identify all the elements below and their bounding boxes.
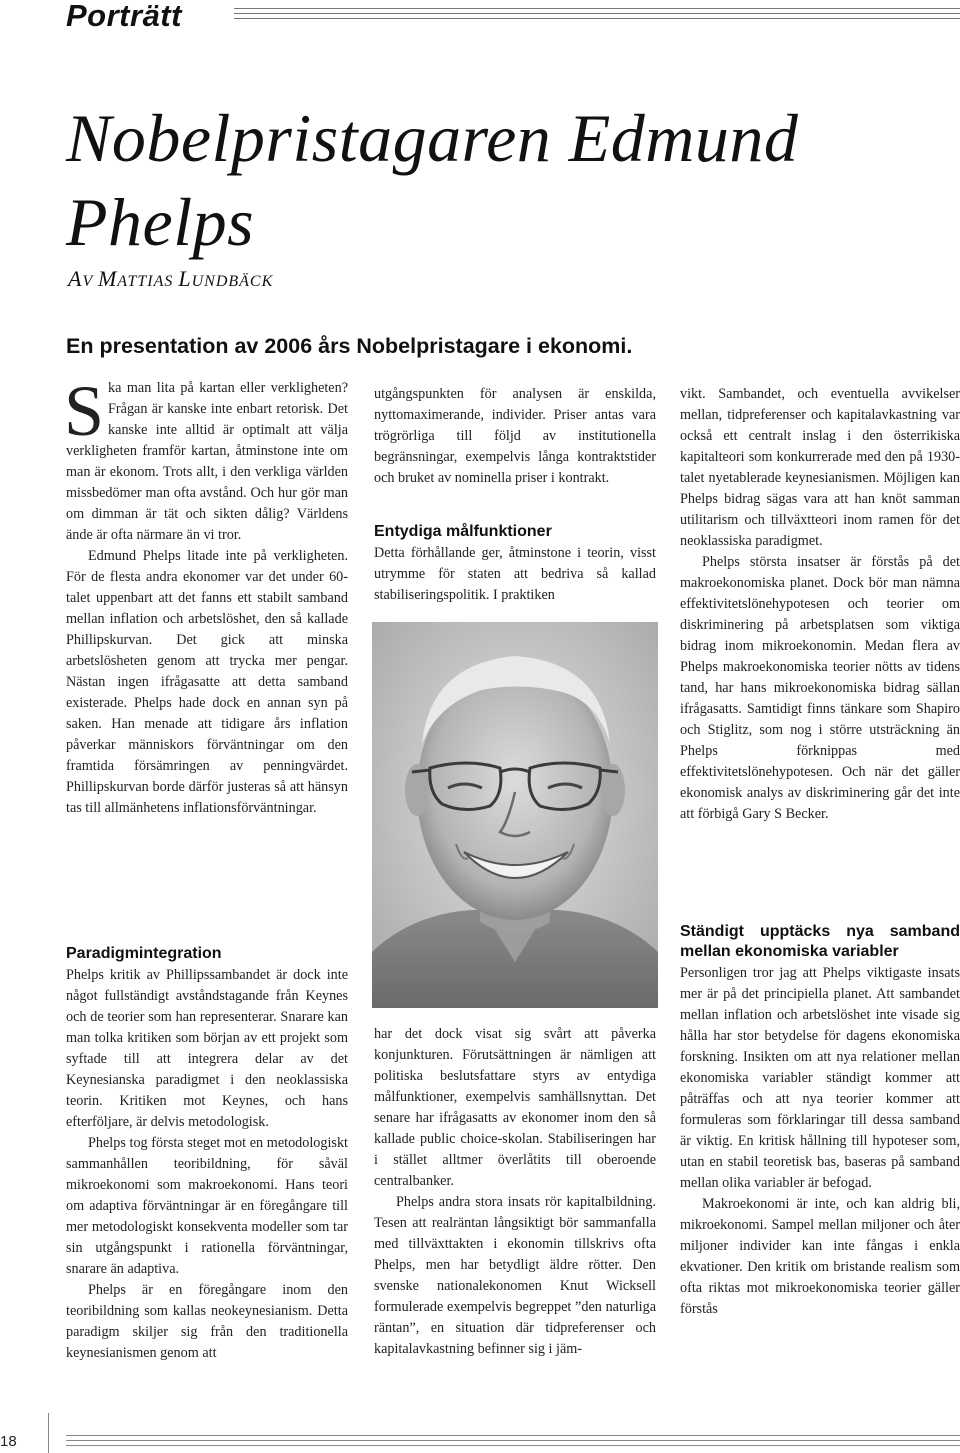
column-1-top (64, 371, 348, 819)
byline-initial-l: L (178, 266, 192, 291)
column-3-top (680, 384, 960, 825)
paragraph: Personligen tror jag att Phelps viktigaste insats mer är på det principiella planet. Att sambandet mellan inflation och arbetslöshet inte visade sig hålla har stor betydelse för dagens ekonomiska forskning. Insikten om att nya relationer mellan ekonomiska variabler ständigt kommer att påträffas och att nya teorier kommer att formuleras som förklaringar till dessa samband är viktig. En kritisk hållning till hypoteser som, utan en stabil teoretisk bas, baseras på samband mellan olika variabler är befogad. (680, 965, 960, 1191)
section-label: Porträtt (66, 0, 182, 33)
column-1-bottom (66, 944, 348, 1364)
paragraph: har det dock visat sig svårt att påverka konjunkturen. Förutsättningen är nämligen att politiska beslutsfattare styrs av entydiga målfunktioner, exempelvis samhällsnyttan. Det senare har ifrågasatts av ekonomer inom den så kallade public choice-skolan. Stabiliseringen har i stället alltmer överlåtits till oberoende centralbanker. (374, 1026, 656, 1189)
paragraph: Edmund Phelps litade inte på verkligheten. För de flesta andra ekonomer var det under 60-talet uppenbart att det fanns ett stabilt samband mellan inflation och arbetslöshet, den så kallade Phillipskurvan. Det gick att minska arbetslösheten genom att trycka mer pengar. Nästan ingen ifrågasatte att detta samband existerade. Phelps hade dock en annan syn på saken. Han menade att tidigare års inflation påverkar människors förväntningar om den framtida försämringen av penningvärdet. Phillipskurvan borde därför justeras så att hänsyn tas till allmänhetens inflationsförväntningar. (66, 548, 348, 816)
paragraph: Phelps är en föregångare inom den teoribildning som kallas neokeynesianism. Detta paradigm skiljer sig från den traditionella keynesianismen genom att (66, 1282, 348, 1361)
paragraph: vikt. Sambandet, och eventuella avvikelser mellan, tidpreferenser och kapitalavkastning var också ett centralt inslag i den österrikiska kapitalteori som konkurrerade med den på 1930-talet nyetablerade keynesianismen. Möjligen kan Phelps bidrag sägas vara att han knöt samman utilitarism och tillväxtteori inom ramen för det neoklassiska paradigmet. (680, 386, 960, 549)
portrait-photo (372, 622, 658, 1008)
page-number: 18 (0, 1433, 17, 1450)
drop-cap: S (64, 371, 105, 451)
article-title: Nobelpristagaren Edmund Phelps (66, 100, 799, 260)
byline-part: ATTIAS (117, 273, 179, 290)
column-3-bottom (680, 922, 960, 1320)
column-2-top (374, 384, 656, 606)
column-2-bottom (374, 1024, 656, 1360)
subheading: Paradigmintegration (66, 945, 222, 962)
header-rule (234, 8, 960, 22)
byline-part: V (82, 273, 98, 290)
paragraph-text: ka man lita på kartan eller verkligheten? Frågan är kanske inte enbart retorisk. Det kanske inte alltid är optimalt att välja verkligheten framför kartan, åtminstone inte om man är ekonom. Trots allt, i den verkliga världen missbedömer man ofta avstånd. Och hur gör man om dimman är tät och sikten dålig? Världens ände är ofta närmare än vi tror. (66, 380, 348, 543)
byline-initial-m: M (97, 266, 118, 291)
byline (68, 266, 273, 292)
subheading: Entydiga målfunktioner (374, 523, 552, 540)
lead-text: En presentation av 2006 års Nobelpristagare i ekonomi. (66, 334, 633, 358)
byline-initial-a: A (68, 266, 83, 291)
paragraph: utgångspunkten för analysen är enskilda, nyttomaximerande, individer. Priser antas vara trögrörliga till följd av institutionella begränsningar, exempelvis långa kontraktstider och bruket av nominella priser i kontrakt. (374, 386, 656, 486)
paragraph: Phelps kritik av Phillipssambandet är dock inte något fullständigt avståndstagande från Keynes och de teorier som han representerar. Snarare kan man tolka kritiken som början av ett projekt som syftade till att integrera delar av det Keynesianska paradigmet i den neoklassiska teorin. Kritiken mot Keynes, och hans efterföljare, är delvis metodologisk. (66, 967, 348, 1130)
footer-divider (48, 1413, 49, 1453)
paragraph: Phelps största insatser är förstås på det makroekonomiska planet. Dock bör man nämna effektivitetslönehypotesen och teorier om diskriminering på arbetsplatsen som viktiga bidrag inom mikroekonomin. Medan flera av Phelps makroekonomiska teorier nötts av tidens tand, har hans mikroekonomiska bidrag sällan ifrågasatts. Samtidigt finns tänkare som Shapiro och Stiglitz, som nog i större utsträckning än Phelps förknippas med effektivitetslönehypotesen. Och när det gäller ekonomisk analys av diskriminering går det inte att förbigå Gary S Becker. (680, 554, 960, 822)
subheading: Ständigt upptäcks nya samband mellan ekonomiska variabler (680, 923, 960, 960)
paragraph: Makroekonomi är inte, och kan aldrig bli, mikroekonomi. Sampel mellan miljoner och åter miljoner individer kan inte fångas i enkla ekvationer. Den kritik om bristande realism som ofta riktas mot mikroekonomiska teorier gäller förstås (680, 1196, 960, 1317)
paragraph: Phelps andra stora insats rör kapitalbildning. Tesen att realräntan långsiktigt bör sammanfalla med tillväxttakten i ekonomin tillskrivs ofta Phelps, men har betydligt äldre rötter. Den svenske nationalekonomen Knut Wicksell formulerade exempelvis begreppet ”den naturliga räntan”, en situation där tidpreferenser och kapitalavkastning befinner sig i jäm- (374, 1194, 656, 1357)
footer-rule (66, 1435, 960, 1450)
paragraph: Phelps tog första steget mot en metodologiskt sammanhållen teoribildning, för såväl mikroekonomi som makroekonomi. Hans teori om adaptiva förväntningar är en föregångare till mer metodologiskt konsekventa modeller som tar sin utgångspunkt i rationella förväntningar, snarare än adaptiva. (66, 1135, 348, 1277)
portrait-illustration (372, 622, 658, 1008)
byline-part: UNDBÄCK (191, 273, 274, 290)
paragraph: Detta förhållande ger, åtminstone i teorin, visst utrymme för staten att bedriva så kallad stabiliseringspolitik. I praktiken (374, 545, 656, 603)
paragraph (64, 371, 348, 546)
